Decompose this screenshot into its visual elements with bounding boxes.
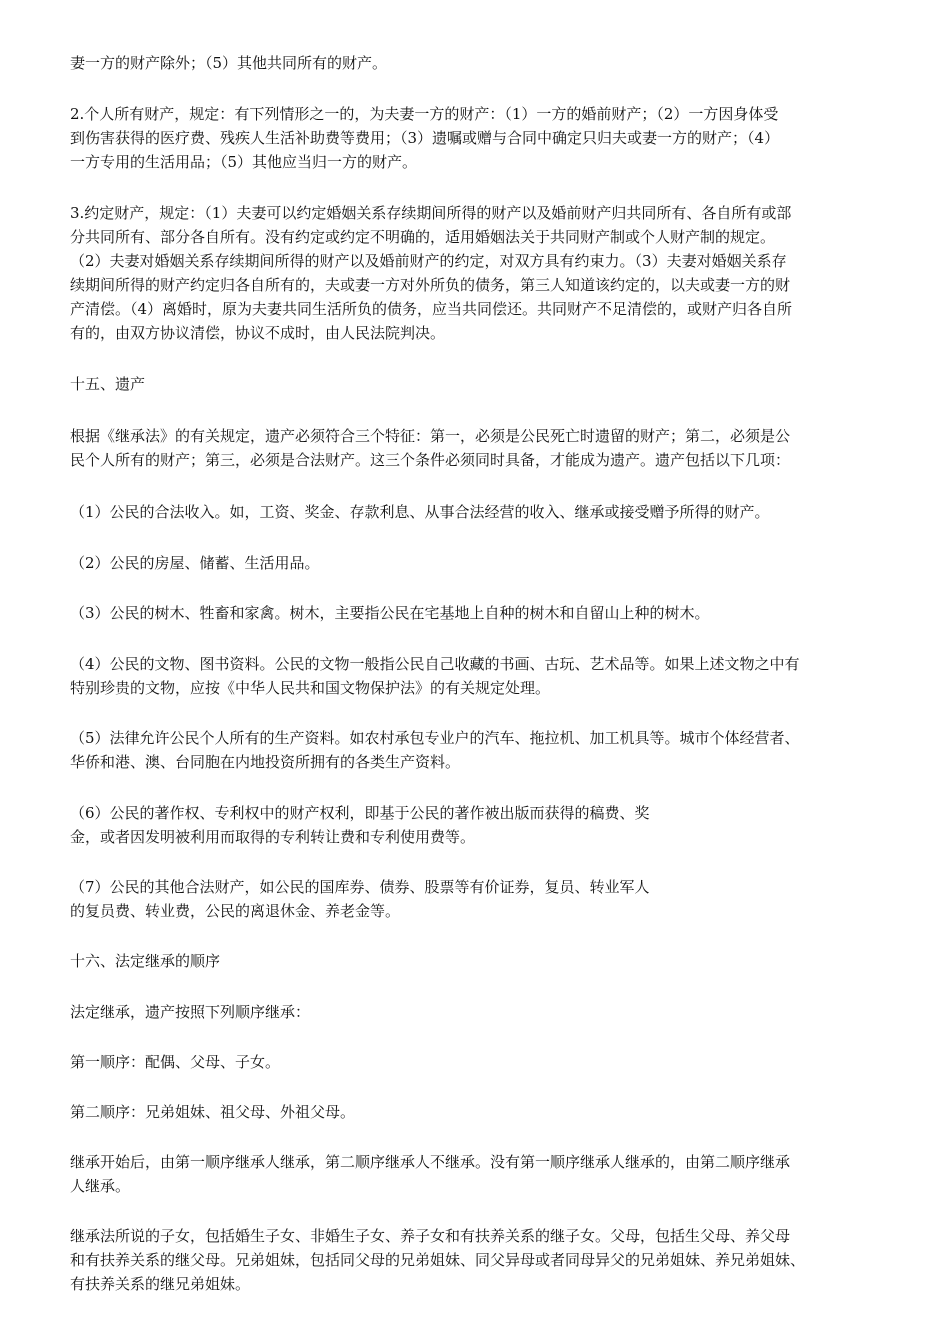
text-line: 分共同所有、部分各自所有。没有约定或约定不明确的，适用婚姻法关于共同财产制或个人财产制的规定。 xyxy=(70,228,776,246)
list-item: （3）公民的树木、牲畜和家禽。树木，主要指公民在宅基地上自种的树木和自留山上种的树木。 xyxy=(70,604,710,622)
text-line: 3.约定财产，规定：（1）夫妻可以约定婚姻关系存续期间所得的财产以及婚前财产归共同所有、各自所有或部 xyxy=(70,204,792,222)
section-heading: 十六、法定继承的顺序 xyxy=(70,952,221,970)
text-line: 根据《继承法》的有关规定，遗产必须符合三个特征：第一，必须是公民死亡时遗留的财产；第二，必须是公 xyxy=(70,427,791,445)
text-line: 华侨和港、澳、台同胞在内地投资所拥有的各类生产资料。 xyxy=(70,753,461,771)
text-line: 第一顺序：配偶、父母、子女。 xyxy=(70,1053,281,1071)
text-line: 续期间所得的财产约定归各自所有的，夫或妻一方对外所负的债务，第三人知道该约定的，以夫或妻一方的财 xyxy=(70,276,791,294)
text-line: 继承开始后，由第一顺序继承人继承，第二顺序继承人不继承。没有第一顺序继承人继承的，由第二顺序继承 xyxy=(70,1153,791,1171)
text-line: 有扶养关系的继兄弟姐妹。 xyxy=(70,1275,251,1293)
list-item: （6）公民的著作权、专利权中的财产权利，即基于公民的著作被出版而获得的稿费、奖 xyxy=(70,804,650,822)
text-line: 产清偿。（4）离婚时，原为夫妻共同生活所负的债务，应当共同偿还。共同财产不足清偿的，或财产归各自所 xyxy=(70,300,793,318)
text-line: 到伤害获得的医疗费、残疾人生活补助费等费用；（3）遗嘱或赠与合同中确定只归夫或妻一方的财产；（4） xyxy=(70,129,780,147)
text-line: 民个人所有的财产；第三，必须是合法财产。这三个条件必须同时具备，才能成为遗产。遗产包括以下几项： xyxy=(70,451,791,469)
text-line: 的复员费、转业费，公民的离退休金、养老金等。 xyxy=(70,902,401,920)
text-line: 2.个人所有财产，规定：有下列情形之一的，为夫妻一方的财产：（1）一方的婚前财产；（2）一方因身体受 xyxy=(70,105,779,123)
text-line: 特别珍贵的文物，应按《中华人民共和国文物保护法》的有关规定处理。 xyxy=(70,679,551,697)
list-item: （2）公民的房屋、储蓄、生活用品。 xyxy=(70,554,320,572)
list-item: （5）法律允许公民个人所有的生产资料。如农村承包专业户的汽车、拖拉机、加工机具等。城市个体经营者、 xyxy=(70,729,800,747)
text-line: 法定继承，遗产按照下列顺序继承： xyxy=(70,1003,311,1021)
text-line: （2）夫妻对婚姻关系存续期间所得的财产以及婚前财产的约定，对双方具有约束力。（3）夫妻对婚姻关系存 xyxy=(70,252,787,270)
list-item: （7）公民的其他合法财产，如公民的国库券、债券、股票等有价证券，复员、转业军人 xyxy=(70,878,650,896)
text-line: 和有扶养关系的继父母。兄弟姐妹，包括同父母的兄弟姐妹、同父异母或者同母异父的兄弟姐妹、养兄弟姐妹、 xyxy=(70,1251,806,1269)
text-line: 继承法所说的子女，包括婚生子女、非婚生子女、养子女和有扶养关系的继子女。父母，包括生父母、养父母 xyxy=(70,1227,791,1245)
list-item: （4）公民的文物、图书资料。公民的文物一般指公民自己收藏的书画、古玩、艺术品等。如果上述文物之中有 xyxy=(70,655,800,673)
text-line: 妻一方的财产除外；（5）其他共同所有的财产。 xyxy=(70,54,388,72)
text-line: 金，或者因发明被利用而取得的专利转让费和专利使用费等。 xyxy=(70,828,476,846)
text-line: 有的，由双方协议清偿，协议不成时，由人民法院判决。 xyxy=(70,324,446,342)
section-heading: 十五、遗产 xyxy=(70,375,146,393)
text-line: 一方专用的生活用品；（5）其他应当归一方的财产。 xyxy=(70,153,418,171)
text-line: 人继承。 xyxy=(70,1177,131,1195)
text-line: 第二顺序：兄弟姐妹、祖父母、外祖父母。 xyxy=(70,1103,356,1121)
list-item: （1）公民的合法收入。如，工资、奖金、存款利息、从事合法经营的收入、继承或接受赠予所得的财产。 xyxy=(70,503,770,521)
